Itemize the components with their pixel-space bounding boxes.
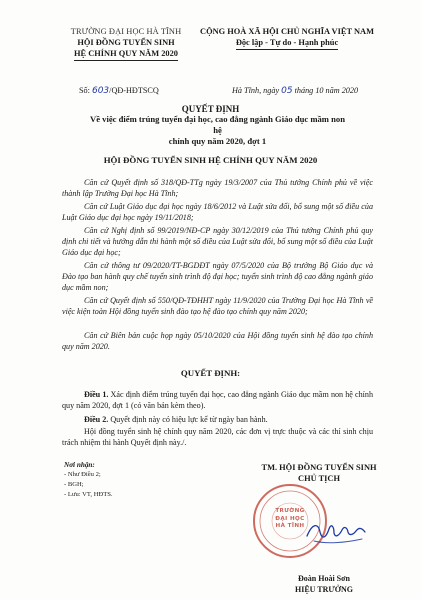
preamble-item: Căn cứ Quyết định số 550/QĐ-TĐHHT ngày 11/9/2020 của Trường Đại học Hà Tĩnh về việc kiện toàn Hội đồng tuyển sinh đào tạo hệ đào tạo chính quy năm 2020; [62,296,373,317]
signatory-title: HIỆU TRƯỞNG [294,585,353,594]
preamble-item: Căn cứ Quyết định số 318/QĐ-TTg ngày 19/3/2007 của Thủ tướng Chính phủ về việc thành lập Trường Đại học Hà Tĩnh; [62,178,373,199]
preamble-item: Căn cứ Nghị định số 99/2019/NĐ-CP ngày 30/12/2019 của Thủ tướng Chính phủ quy định chi tiết và hướng dẫn thi hành một số điều của Luật sửa đổi, bổ sung một số điều của Luật Giáo dục đại học; [62,226,373,258]
article-1-text: Xác định điểm trúng tuyển đại học, cao đẳng ngành Giáo dục mầm non hệ chính quy năm 2020, đợt 1 (có văn bản kèm theo). [62,390,373,411]
recipient-item: - Lưu: VT, HĐTS. [64,491,113,498]
subject-line-2: chính quy năm 2020, đợt 1 [168,136,267,146]
article-2-label: Điều 2. [84,415,109,424]
date-suffix: tháng 10 năm 2020 [294,86,359,95]
article-2 [62,414,373,425]
seal-text: TRƯỜNG ĐẠI HỌC HÀ TĨNH [275,508,305,530]
document-subject [90,114,345,147]
article-1 [62,389,373,411]
signatory [264,573,384,595]
recipient-item: - Như Điều 2; [64,471,101,478]
preamble-item: Căn cứ Luật Giáo dục đại học ngày 18/6/2012 và Luật sửa đổi, bổ sung một số điều của Luật Giáo dục đại học ngày 19/11/2018; [62,202,373,223]
signatory-on-behalf: TM. HỘI ĐỒNG TUYỂN SINH [261,463,377,472]
country-name: CỘNG HOÀ XÃ HỘI CHỦ NGHĨA VIỆT NAM [200,27,374,36]
recipients-label: Nơi nhận: [64,461,95,469]
national-motto: Độc lập - Tự do - Hạnh phúc [236,37,338,50]
document-title: QUYẾT ĐỊNH [181,104,240,114]
date-prefix: Hà Tĩnh, ngày [232,86,280,95]
signature-block [254,462,384,484]
preamble-item: Căn cứ thông tư 09/2020/TT-BGDĐT ngày 07/5/2020 của Bộ trưởng Bộ Giáo dục và Đào tạo ban hành quy chế tuyển sinh trình độ đại học; tuyển sinh trình độ cao đẳng ngành giáo dục mầm non; [62,261,373,293]
preamble-item: Căn cứ Biên bản cuộc họp ngày 05/10/2020 của Hội đồng tuyển sinh hệ đào tạo chính quy năm 2020. [62,331,373,352]
council-heading: HỘI ĐỒNG TUYỂN SINH HỆ CHÍNH QUY NĂM 2020 [103,155,318,165]
doc-number-handwritten: 603 [91,86,110,96]
recipient-item: - BGH; [64,481,84,488]
decision-heading: QUYẾT ĐỊNH: [180,368,241,378]
signatory-name: Đoàn Hoài Sơn [298,574,350,583]
article-2-text: Quyết định này có hiệu lực kể từ ngày ban hành. [110,415,268,424]
article-3-text: Hội đồng tuyển sinh hệ chính quy năm 2020, các đơn vị trực thuộc và các thí sinh chịu trách nhiệm thi hành Quyết định này./. [62,427,373,448]
handwritten-signature-icon [304,514,368,548]
doc-number-prefix: Số: [79,86,90,95]
recipients-block [62,460,113,500]
article-3 [62,426,373,448]
issuer-header [62,26,190,61]
document-date [232,86,358,96]
article-1-label: Điều 1. [84,390,109,399]
signatory-role: CHỦ TỊCH [298,474,340,483]
document-number [79,86,159,96]
doc-number-suffix: /QĐ-HĐTSCQ [109,86,159,95]
university-name: TRƯỜNG ĐẠI HỌC HÀ TĨNH [70,27,182,36]
council-name: HỘI ĐỒNG TUYỂN SINH [77,38,175,47]
subject-line-1: Về việc điểm trúng tuyển đại học, cao đẳng ngành Giáo dục mầm non hệ [90,114,345,135]
council-system: HỆ CHÍNH QUY NĂM 2020 [74,48,178,61]
national-header [197,26,377,50]
date-day-handwritten: 05 [281,86,293,96]
